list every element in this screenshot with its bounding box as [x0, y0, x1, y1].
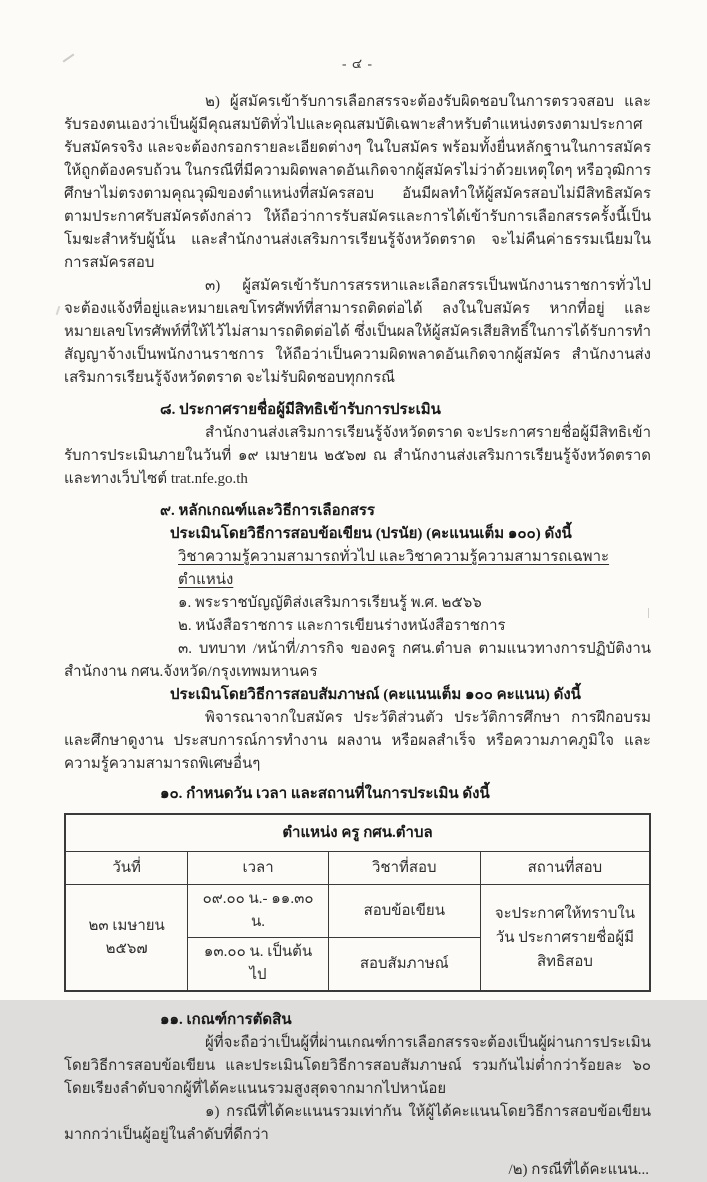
written-exam-subjects: วิชาความรู้ความสามารถทั่วไป และวิชาความรู้ความสามารถเฉพาะตำแหน่ง	[178, 549, 610, 588]
column-header-time: เวลา	[188, 852, 328, 885]
section-11-item-1: ๑) กรณีที่ได้คะแนนรวมเท่ากัน ให้ผู้ได้คะแนนโดยวิธีการสอบข้อเขียนมากกว่าเป็นผู้อยู่ในลำดับที่ดีกว่า	[64, 1104, 651, 1143]
section-8-body: สำนักงานส่งเสริมการเรียนรู้จังหวัดตราด จะประกาศรายชื่อผู้มีสิทธิเข้ารับการประเมินภายในวันที่ ๑๙ เมษายน ๒๕๖๗ ณ สำนักงานส่งเสริมการเรียนรู้จังหวัดตราด และทางเว็บไซต์ trat.nfe.go.th	[64, 425, 651, 487]
paragraph-contact-details: ๓) ผู้สมัครเข้ารับการสรรหาและเลือกสรรเป็นพนักงานราชการทั่วไป จะต้องแจ้งที่อยู่และหมายเลขโทรศัพท์ที่สามารถติดต่อได้ ลงในใบสมัคร หากที่อยู่ และหมายเลขโทรศัพท์ที่ให้ไว้ไม่สามารถติดต่อได้ ซึ่งเป็นผลให้ผู้สมัครเสียสิทธิ์ในการได้รับการทำสัญญาจ้างเป็นพนักงานราชการ ให้ถือว่าเป็นความผิดพลาดอันเกิดจากผู้สมัคร สำนักงานส่งเสริมการเรียนรู้จังหวัดตราด จะไม่รับผิดชอบทุกกรณี	[64, 278, 651, 386]
table-title: ตำแหน่ง ครู กศน.ตำบล	[65, 814, 650, 852]
column-header-location: สถานที่สอบ	[480, 852, 650, 885]
section-8-heading: ๘. ประกาศรายชื่อผู้มีสิทธิเข้ารับการประเมิน	[160, 402, 441, 418]
cell-exam-location: จะประกาศให้ทราบในวัน ประกาศรายชื่อผู้มีสิทธิสอบ	[480, 885, 650, 992]
page-number: - ๔ -	[342, 56, 373, 71]
cell-subject-interview: สอบสัมภาษณ์	[328, 938, 480, 992]
column-header-date: วันที่	[65, 852, 188, 885]
section-10-heading: ๑๐. กำหนดวัน เวลา และสถานที่ในการประเมิน ดังนี้	[160, 786, 490, 802]
table-title-row	[65, 814, 650, 852]
table-row	[65, 885, 650, 938]
written-exam-heading: ประเมินโดยวิธีการสอบข้อเขียน (ปรนัย) (คะแนนเต็ม ๑๐๐) ดังนี้	[170, 526, 572, 542]
exam-topic-2: ๒. หนังสือราชการ และการเขียนร่างหนังสือราชการ	[178, 618, 506, 634]
cell-subject-written: สอบข้อเขียน	[328, 885, 480, 938]
cell-exam-date: ๒๓ เมษายน ๒๕๖๗	[65, 885, 188, 992]
cell-time-interview: ๑๓.๐๐ น. เป็นต้นไป	[188, 938, 328, 992]
page-continuation-note: /๒) กรณีที่ได้คะแนน...	[508, 1162, 649, 1178]
table-header-row	[65, 852, 650, 885]
exam-topic-1: ๑. พระราชบัญญัติส่งเสริมการเรียนรู้ พ.ศ. ๒๕๖๖	[178, 595, 482, 611]
section-11-heading: ๑๑. เกณฑ์การตัดสิน	[160, 1012, 292, 1028]
interview-heading: ประเมินโดยวิธีการสอบสัมภาษณ์ (คะแนนเต็ม ๑๐๐ คะแนน) ดังนี้	[170, 687, 581, 703]
exam-schedule-table	[64, 813, 651, 992]
section-11-body: ผู้ที่จะถือว่าเป็นผู้ที่ผ่านเกณฑ์การเลือกสรรจะต้องเป็นผู้ผ่านการประเมินโดยวิธีการสอบข้อเขียน และประเมินโดยวิธีการสอบสัมภาษณ์ รวมกันไม่ต่ำกว่าร้อยละ ๖๐ โดยเรียงลำดับจากผู้ที่ได้คะแนนรวมสูงสุดจากมากไปหาน้อย	[64, 1035, 651, 1097]
interview-body: พิจารณาจากใบสมัคร ประวัติส่วนตัว ประวัติการศึกษา การฝึกอบรมและศึกษาดูงาน ประสบการณ์การทำงาน ผลงาน หรือผลสำเร็จ หรือความภาคภูมิใจ และความรู้ความสามารถพิเศษอื่นๆ	[64, 710, 651, 772]
scan-artifact	[56, 306, 61, 315]
exam-topic-3: ๓. บทบาท /หน้าที่/ภารกิจ ของครู กศน.ตำบล ตามแนวทางการปฏิบัติงานสำนักงาน กศน.จังหวัด/กรุงเทพมหานคร	[64, 641, 651, 680]
column-header-subject: วิชาที่สอบ	[328, 852, 480, 885]
section-9-heading: ๙. หลักเกณฑ์และวิธีการเลือกสรร	[160, 503, 375, 519]
paragraph-applicant-responsibility: ๒) ผู้สมัครเข้ารับการเลือกสรรจะต้องรับผิดชอบในการตรวจสอบ และรับรองตนเองว่าเป็นผู้มีคุณสมบัติทั่วไปและคุณสมบัติเฉพาะสำหรับตำแหน่งตรงตามประกาศรับสมัครจริง และจะต้องกรอกรายละเอียดต่างๆ ในใบสมัคร พร้อมทั้งยื่นหลักฐานในการสมัครให้ถูกต้องครบถ้วน ในกรณีที่มีความผิดพลาดอันเกิดจากผู้สมัครไม่ว่าด้วยเหตุใดๆ หรือวุฒิการศึกษาไม่ตรงตามคุณวุฒิของตำแหน่งที่สมัครสอบ อันมีผลทำให้ผู้สมัครสอบไม่มีสิทธิสมัครตามประกาศรับสมัครดังกล่าว ให้ถือว่าการรับสมัครและการได้เข้ารับการเลือกสรรครั้งนี้เป็นโมฆะสำหรับผู้นั้น และสำนักงานส่งเสริมการเรียนรู้จังหวัดตราด จะไม่คืนค่าธรรมเนียมในการสมัครสอบ	[64, 94, 651, 271]
cell-time-written: ๐๙.๐๐ น.- ๑๑.๓๐ น.	[188, 885, 328, 938]
